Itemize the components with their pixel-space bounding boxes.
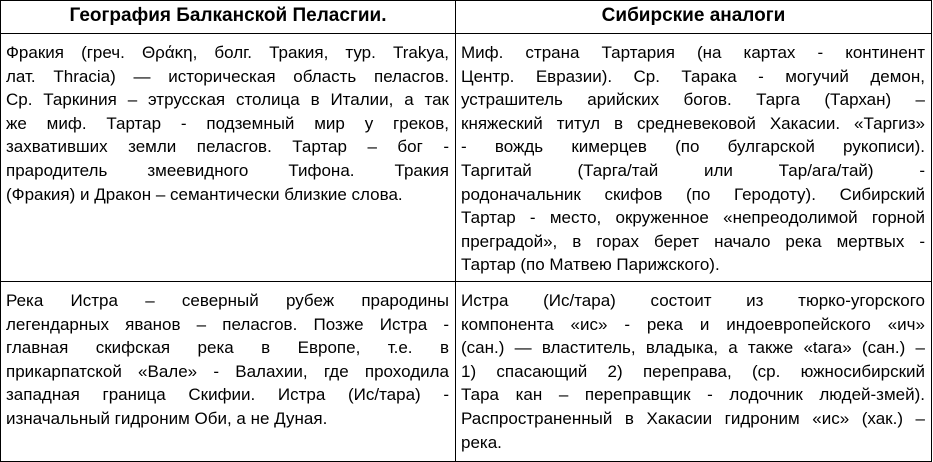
table-row <box>1 34 932 282</box>
text-line: (Фракия) и Дракон – семантически близкие слова. <box>6 184 403 204</box>
text-line: (сан.) — властитель, владыка, а также «tara» (сан.) – <box>461 338 925 358</box>
cell-istra-etymology <box>456 282 932 462</box>
text-line: - вождь кимерцев (по булгарской рукописи). <box>461 137 925 157</box>
text-line: преградой», в горах берет начало река мертвых - <box>461 231 925 251</box>
text-line: же миф. Тартар - подземный мир у греков, <box>6 113 449 133</box>
text-line: родоначальник скифов (по Геродоту). Сибирский <box>461 184 925 204</box>
text-line: Река Истра – северный рубеж прародины <box>6 291 449 310</box>
cell-thrace <box>1 34 456 282</box>
text-line: прародитель змеевидного Тифона. Тракия <box>6 160 449 180</box>
text-line: Истра (Ис/тара) состоит из тюрко-угорского <box>461 291 925 310</box>
text-line: компонента «ис» - река и индоевропейского «ич» <box>461 314 925 334</box>
table-row <box>1 282 932 462</box>
text-line: Миф. страна Тартария (на картах - континент <box>461 43 925 62</box>
text-line: Тартар (по Матвею Парижского). <box>461 255 720 275</box>
text-line: княжеский титул в средневековой Хакасии. «Таргиз» <box>461 113 925 133</box>
text-line: лат. Thracia) — историческая область пеласгов. <box>6 66 449 86</box>
text-line: Фракия (греч. Θράκη, болг. Тракия, тур. Trakya, <box>6 43 449 62</box>
text-line: главная скифская река в Европе, т.е. в <box>6 338 449 358</box>
header-balkan-geography: География Балканской Пеласгии. <box>1 1 456 34</box>
text-line: прикарпатской «Вале» - Валахии, где проходила <box>6 361 449 381</box>
text-line: устрашитель арийских богов. Тарга (Тархан) – <box>461 90 925 110</box>
text-line: Таргитай (Тарга/тай или Тар/ага/тай) - <box>461 160 925 180</box>
text-line: река. <box>461 432 502 452</box>
cell-tartaria <box>456 34 932 282</box>
text-line: Тара кан – переправщик - лодочник людей-змей). <box>461 385 925 405</box>
text-line: изначальный гидроним Оби, а не Дуная. <box>6 408 328 428</box>
header-siberian-analogs: Сибирские аналоги <box>456 1 932 34</box>
text-line: 1) спасающий 2) переправа, (ср. южносибирский <box>461 361 925 381</box>
text-line: Ср. Таркиния – этрусская столица в Италии, а так <box>6 90 449 110</box>
text-line: Центр. Евразии). Ср. Тарака - могучий демон, <box>461 66 925 86</box>
text-line: западная граница Скифии. Истра (Ис/тара) - <box>6 385 449 405</box>
table-header-row <box>1 1 932 34</box>
text-line: Распространенный в Хакасии гидроним «ис» (хак.) – <box>461 408 925 428</box>
text-line: захвативших земли пеласгов. Тартар – бог - <box>6 137 449 157</box>
text-line: Тартар - место, окруженное «непреодолимой горной <box>461 208 925 228</box>
cell-istra-river <box>1 282 456 462</box>
text-line: легендарных яванов – пеласгов. Позже Истра - <box>6 314 449 334</box>
